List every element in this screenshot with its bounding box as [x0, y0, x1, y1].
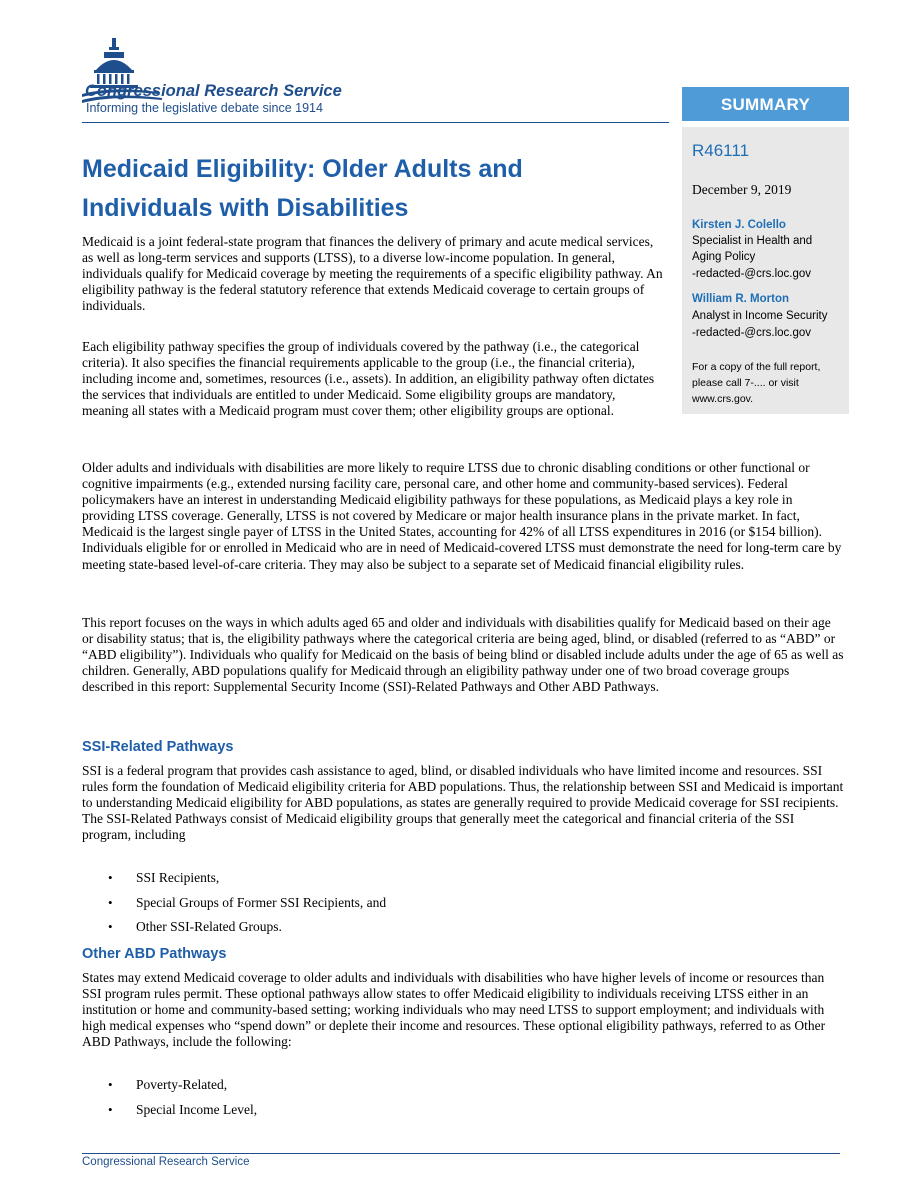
bullet-icon: • — [108, 1101, 113, 1117]
list-item-text: SSI Recipients, — [136, 870, 220, 885]
report-date: December 9, 2019 — [692, 182, 792, 197]
body-paragraph: Medicaid is a joint federal-state program that finances the delivery of primary and acute medical services, as well as long-term services and supports (LTSS), to a diverse low-income population. In general, individuals qualify for Medicaid coverage by meeting the requirements of a specific eligibility pathway. An eligibility pathway is the federal statutory reference that extends Medicaid coverage to certain groups of individuals. — [82, 234, 663, 314]
list-item-text: Other SSI-Related Groups. — [136, 919, 282, 934]
body-paragraph: Older adults and individuals with disabilities are more likely to require LTSS due to chronic disabling conditions or other functional or cognitive impairments (e.g., extended nursing facility care, personal care, and other home and community-based services). Federal policymakers have an interest in understanding Medicaid eligibility pathways for these populations, as Medicaid plays a key role in providing LTSS coverage. Generally, LTSS is not covered by Medicare or major health insurance plans in the private market. In fact, Medicaid is the largest single payer of LTSS in the United States, accounting for 42% of all LTSS expenditures in 2016 (or $154 billion). Individuals eligible for or enrolled in Medicaid who are in need of Medicaid-covered LTSS must demonstrate the need for long-term care by meeting state-based level-of-care criteria. They may also be subject to a separate set of Medicaid financial eligibility rules. — [82, 460, 842, 572]
author-title: Analyst in Income Security — [692, 310, 828, 322]
author-name: Kirsten J. Colello — [692, 219, 786, 231]
list-item-text: Special Income Level, — [136, 1101, 258, 1117]
copy-note: www.crs.gov. — [692, 393, 754, 405]
summary-tab: SUMMARY — [682, 87, 849, 121]
list-item-text: Special Groups of Former SSI Recipients, and — [136, 894, 387, 910]
footer-divider — [82, 1153, 840, 1154]
author-title: Aging Policy — [692, 251, 756, 263]
copy-note: For a copy of the full report, — [692, 361, 821, 373]
bullet-icon: • — [108, 894, 113, 910]
copy-note: please call 7-.... or visit — [692, 377, 799, 389]
author-title: Specialist in Health and — [692, 235, 813, 247]
list-item-text: Poverty-Related, — [136, 1077, 228, 1092]
author-email: -redacted-@crs.loc.gov — [692, 268, 812, 280]
section-heading: SSI-Related Pathways — [82, 739, 234, 755]
bullet-icon: • — [108, 919, 113, 934]
report-number: R46111 — [692, 141, 750, 160]
body-paragraph: This report focuses on the ways in which adults aged 65 and older and individuals with disabilities qualify for Medicaid based on their age or disability status; that is, the eligibility pathways where the categorical criteria are being aged, blind, or disabled (referred to as “ABD” or “ABD eligibility”). Individuals who qualify for Medicaid on the basis of being blind or disabled include adults under the age of 65 as well as children. Generally, ABD populations qualify for Medicaid through an eligibility pathway under one of two broad coverage groups described in this report: Supplemental Security Income (SSI)-Related Pathways and Other ABD Pathways. — [82, 615, 844, 695]
bullet-icon: • — [108, 870, 113, 885]
section-paragraph: SSI is a federal program that provides cash assistance to aged, blind, or disabled individuals who have limited income and resources. SSI rules form the foundation of Medicaid eligibility criteria for ABD populations. Thus, the relationship between SSI and Medicaid is important to understanding Medicaid eligibility for ABD populations, as states are generally required to provide Medicaid coverage for SSI recipients. The SSI-Related Pathways consist of Medicaid eligibility groups that generally meet the categorical and financial criteria of the SSI program, including — [82, 763, 844, 843]
bullet-icon: • — [108, 1077, 113, 1092]
section-heading: Other ABD Pathways — [82, 946, 227, 962]
section-paragraph: States may extend Medicaid coverage to older adults and individuals with disabilities who have higher levels of income or resources than SSI program rules permit. These optional pathways allow states to offer Medicaid eligibility to individuals receiving LTSS either in an institution or home and community-based setting; working individuals who may need LTSS to support employment; and individuals with high medical expenses who “spend down” or deplete their income and resources. These optional eligibility pathways, referred to as Other ABD Pathways, include the following: — [82, 970, 826, 1050]
author-email: -redacted-@crs.loc.gov — [692, 327, 812, 339]
footer-text: Congressional Research Service — [82, 1156, 250, 1168]
org-tagline: Informing the legislative debate since 1914 — [86, 101, 323, 115]
document-title: Medicaid Eligibility: Older Adults and Individuals with Disabilities — [82, 155, 523, 222]
org-name: Congressional Research Service — [85, 82, 342, 100]
body-paragraph: Each eligibility pathway specifies the group of individuals covered by the pathway (i.e., the categorical criteria). It also specifies the financial requirements applicable to the group (i.e., the financial criteria), including income and, sometimes, resources (i.e., assets). In addition, an eligibility pathway often dictates the services that individuals are entitled to under Medicaid. Some eligibility groups are mandatory, meaning all states with a Medicaid program must cover them; other eligibility groups are optional. — [82, 339, 655, 419]
header-divider — [82, 122, 669, 123]
author-name: William R. Morton — [692, 293, 790, 305]
